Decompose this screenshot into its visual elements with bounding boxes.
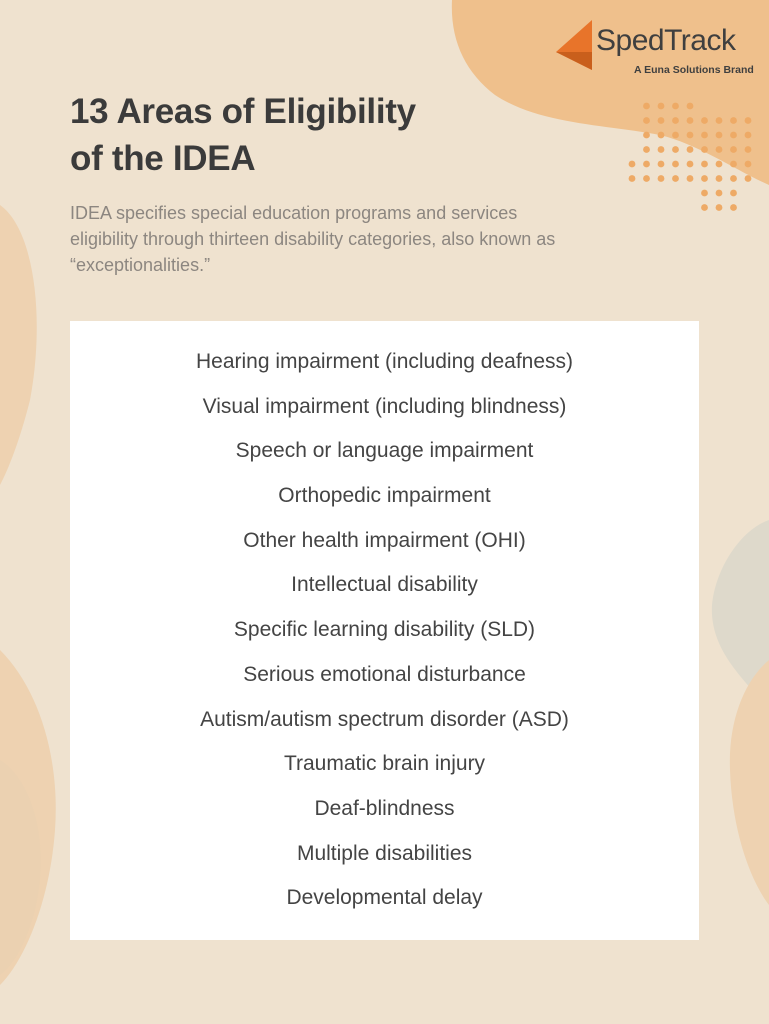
pattern-dot [687, 103, 694, 110]
pattern-dot [687, 175, 694, 182]
title-line-2: of the IDEA [70, 139, 256, 178]
pattern-dot [672, 103, 679, 110]
pattern-dot [701, 175, 708, 182]
pattern-dot [658, 161, 665, 168]
logo-mark-icon [556, 20, 596, 72]
page-title [70, 88, 416, 182]
list-item: Deaf-blindness [314, 796, 455, 820]
pattern-dot [730, 190, 737, 197]
pattern-dot [643, 117, 650, 124]
categories-list [70, 321, 699, 928]
list-item: Hearing impairment (including deafness) [195, 350, 573, 373]
pattern-dot [643, 161, 650, 168]
pattern-dot [716, 146, 723, 153]
pattern-dot [745, 132, 752, 139]
right-blob-peach [730, 660, 769, 905]
pattern-dot [629, 161, 636, 168]
list-item: Orthopedic impairment [278, 484, 491, 508]
pattern-dot [745, 146, 752, 153]
pattern-dot [716, 132, 723, 139]
list-item: Traumatic brain injury [283, 752, 486, 776]
list-item: Specific learning disability (SLD) [233, 618, 536, 642]
pattern-dot [745, 117, 752, 124]
pattern-dot [672, 146, 679, 153]
list-item: Visual impairment (including blindness) [202, 394, 567, 418]
pattern-dot [672, 175, 679, 182]
pattern-dot [716, 175, 723, 182]
list-item: Intellectual disability [291, 573, 478, 597]
page-subtitle: IDEA specifies special education programs and services eligibility through thirteen disability categories, also known as “exceptionalities.” [70, 203, 556, 275]
pattern-dot [716, 204, 723, 211]
pattern-dot [687, 132, 694, 139]
pattern-dot [658, 132, 665, 139]
pattern-dot [672, 117, 679, 124]
list-item: Autism/autism spectrum disorder (ASD) [200, 707, 569, 731]
pattern-dot [658, 175, 665, 182]
pattern-dot [701, 146, 708, 153]
pattern-dot [745, 175, 752, 182]
left-blob-upper [0, 205, 37, 485]
spedtrack-logo[interactable] [556, 20, 761, 78]
pattern-dot [730, 146, 737, 153]
pattern-dot [730, 175, 737, 182]
pattern-dot [716, 161, 723, 168]
list-item: Multiple disabilities [296, 841, 473, 865]
pattern-dot [643, 146, 650, 153]
list-item: Developmental delay [286, 886, 483, 910]
pattern-dot [672, 161, 679, 168]
pattern-dot [730, 161, 737, 168]
pattern-dot [745, 161, 752, 168]
pattern-dot [687, 117, 694, 124]
list-item: Other health impairment (OHI) [243, 528, 526, 552]
pattern-dot [701, 132, 708, 139]
pattern-dot [716, 117, 723, 124]
pattern-dot [687, 146, 694, 153]
brand-name: SpedTrack [596, 24, 736, 57]
pattern-dot [730, 132, 737, 139]
pattern-dot [730, 117, 737, 124]
pattern-dot [701, 204, 708, 211]
pattern-dot [658, 103, 665, 110]
list-item: Speech or language impairment [235, 439, 534, 463]
pattern-dot [643, 132, 650, 139]
list-item: Serious emotional disturbance [243, 662, 526, 686]
pattern-dot [672, 132, 679, 139]
pattern-dot [629, 175, 636, 182]
pattern-dot [701, 190, 708, 197]
pattern-dot [643, 103, 650, 110]
pattern-dot [658, 117, 665, 124]
pattern-dot [716, 190, 723, 197]
pattern-dot [687, 161, 694, 168]
pattern-dot [658, 146, 665, 153]
pattern-dot [730, 204, 737, 211]
pattern-dot [701, 161, 708, 168]
brand-tagline: A Euna Solutions Brand [634, 64, 754, 76]
pattern-dot [701, 117, 708, 124]
categories-card [70, 321, 699, 940]
pattern-dot [643, 175, 650, 182]
title-line-1: 13 Areas of Eligibility [70, 92, 416, 131]
